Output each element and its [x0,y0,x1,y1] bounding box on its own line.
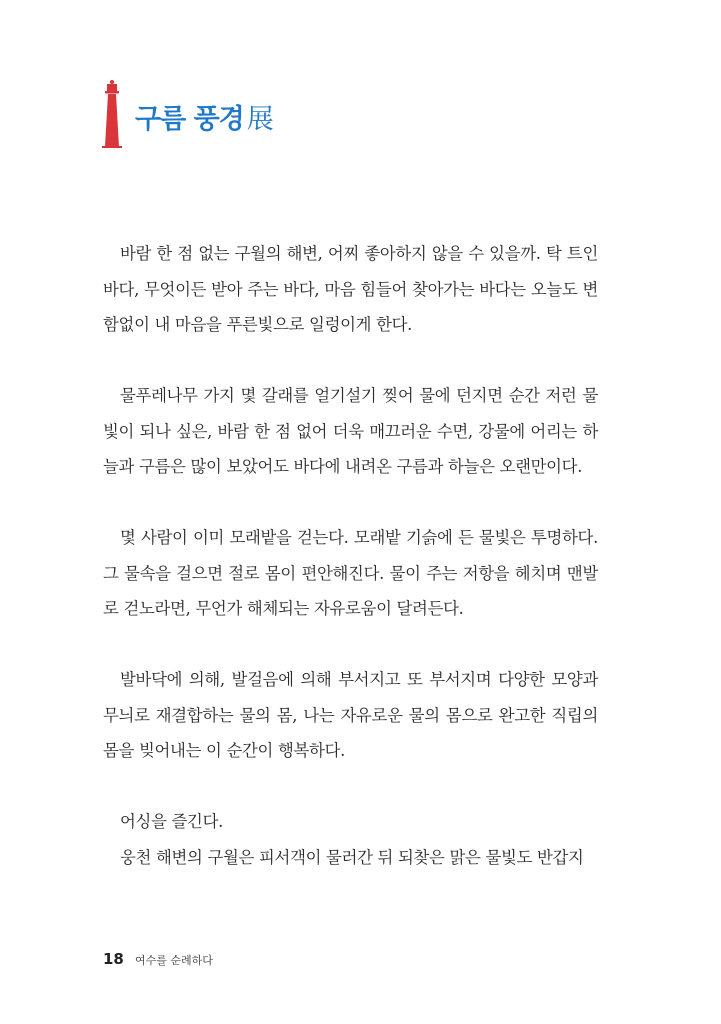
page-number: 18 [103,950,124,968]
paragraph-1: 바람 한 점 없는 구월의 해변, 어찌 좋아하지 않을 수 있을까. 탁 트인 바다, 무엇이든 받아 주는 바다, 마음 힘들어 찾아가는 바다는 오늘도 변함없이 내 마음을 푸른빛으로 일렁이게 한다. [103,244,598,334]
section-title-suffix: 展 [246,104,273,135]
book-title: 여수를 순례하다 [134,954,213,967]
paragraph-5: 어싱을 즐긴다. [120,812,224,831]
section-title-main: 구름 풍경 [135,104,244,135]
paragraph-4: 발바닥에 의해, 발걸음에 의해 부서지고 또 부서지며 다양한 모양과 무늬로 재결합하는 물의 몸, 나는 자유로운 물의 몸으로 완고한 직립의 몸을 빚어내는 이 순간이 행복하다. [103,670,598,760]
essay-body [103,236,598,875]
paragraph-2: 물푸레나무 가지 몇 갈래를 얼기설기 찢어 물에 던지면 순간 저런 물빛이 되나 싶은, 바람 한 점 없어 더욱 매끄러운 수면, 강물에 어리는 하늘과 구름은 많이 보았어도 바다에 내려온 구름과 하늘은 오랜만이다. [103,386,598,476]
section-header [100,78,400,148]
page-footer [103,949,213,968]
lighthouse-icon [100,78,124,148]
paragraph-6: 웅천 해변의 구월은 피서객이 물러간 뒤 되찾은 맑은 물빛도 반갑지 [120,847,584,867]
section-title [135,106,273,133]
paragraph-3: 몇 사람이 이미 모래밭을 걷는다. 모래밭 기슭에 든 물빛은 투명하다. 그 물속을 걸으면 절로 몸이 편안해진다. 물이 주는 저항을 헤치며 맨발로 걷노라면, 무언가 해체되는 자유로움이 달려든다. [103,528,598,618]
